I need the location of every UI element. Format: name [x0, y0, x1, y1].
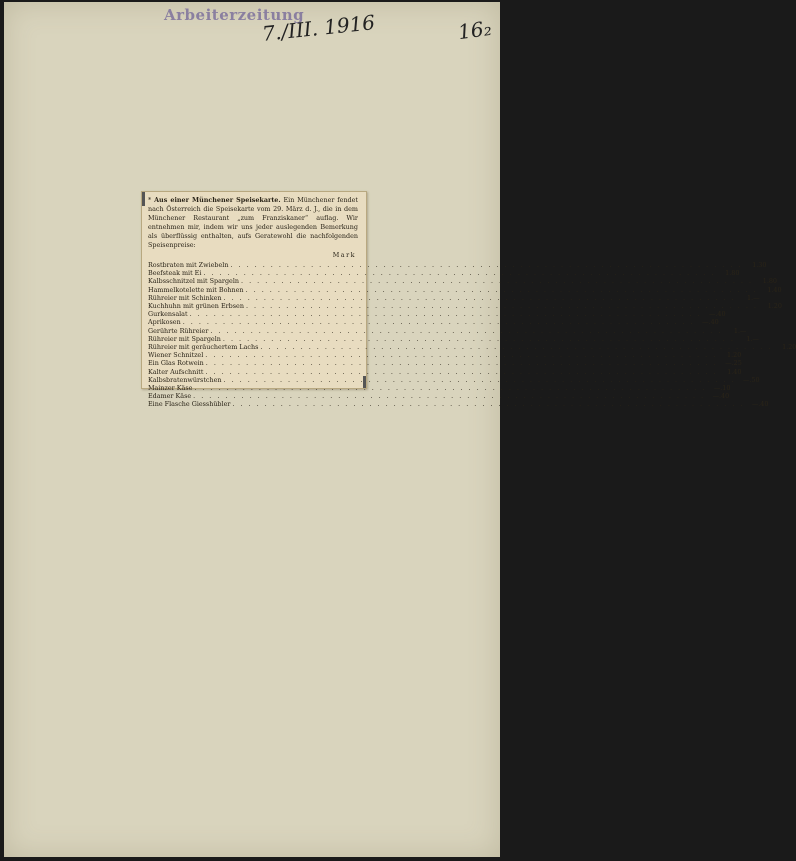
menu-item — [148, 285, 782, 294]
menu-item-name: Edamer Käse — [148, 392, 192, 401]
menu-item-name: Rühreier mit Schinken — [148, 293, 222, 302]
menu-item-price: —.10 — [713, 384, 731, 393]
menu-item-name: Aprikosen — [148, 318, 181, 327]
menu-item-price: —.50 — [742, 375, 760, 384]
menu-item-name: Ein Glas Rotwein — [148, 359, 204, 368]
menu-item — [148, 310, 726, 319]
newspaper-clipping — [141, 191, 796, 409]
menu-item-name: Hammelkotelette mit Bohnen — [148, 285, 244, 294]
menu-item-name: Kuchhuhn mit grünen Erbsen — [148, 302, 244, 311]
menu-item-price: 1.20 — [782, 343, 796, 352]
leader-dots — [205, 368, 717, 376]
menu-item — [148, 334, 759, 343]
menu-item-price: 1.— — [733, 326, 747, 335]
menu-item-name: Kalbsbratenwürstchen — [148, 375, 222, 384]
menu-item — [148, 269, 740, 278]
menu-item — [148, 293, 760, 302]
menu-item — [148, 326, 747, 335]
menu-item-price: 1.30 — [752, 261, 767, 269]
menu-item — [148, 351, 742, 360]
menu-item-name: Rühreier mit Spargeln — [148, 334, 221, 343]
menu-item-price: 1.20 — [727, 351, 742, 360]
clipping-intro-text: Ein Münchener fendet nach Österreich die Speisekarte vom 29. März d. J., die in dem Münchener Restaurant „zum Franziskaner“ auflag. Wir entnehmen mir, indem wir uns jeder auslegenden Bemerkung als überflüssig enthalten, aufs Geratewohl die nachfolgenden Speisenpreise: — [148, 196, 358, 249]
leader-dots — [230, 261, 742, 269]
menu-item — [148, 277, 777, 286]
leader-dots — [223, 335, 735, 343]
handwritten-date: 7./III. 1916 — [261, 10, 377, 46]
menu-item — [148, 318, 719, 327]
menu-item — [148, 392, 730, 401]
menu-item — [148, 302, 782, 311]
clipping-intro: * Aus einer Münchener Speisekarte. Ein Münchener fendet nach Österreich die Speisekarte vom 29. März d. J., die in dem Münchener Restaurant „zum Franziskaner“ auflag. Wir entnehmen mir, indem wir uns jeder auslegenden Bemerkung als überflüssig enthalten, aufs Geratewohl die nachfolgenden Speisenpreise: — [148, 196, 358, 249]
menu-item-price: —.40 — [751, 400, 769, 409]
clipping-body — [142, 192, 796, 409]
leader-dots — [232, 400, 744, 408]
menu-item-price: 1.— — [746, 334, 759, 343]
menu-item-price: 1.20 — [767, 302, 782, 311]
leader-dots — [224, 376, 736, 384]
menu-item — [148, 400, 769, 409]
leader-dots — [190, 310, 702, 318]
menu-item-price: —.40 — [709, 310, 726, 319]
leader-dots — [246, 286, 758, 294]
menu-item-name: Gurkensalat — [148, 310, 188, 319]
leader-dots — [210, 327, 722, 335]
menu-item-name: Gerührte Rühreier — [148, 326, 209, 335]
leader-dots — [205, 351, 717, 359]
folio-number: 16₂ — [456, 15, 493, 45]
menu-item-name: Rostbraten mit Zwiebeln — [148, 261, 229, 269]
menu-item-price: 1.— — [747, 293, 760, 302]
menu-item-price: 1.80 — [762, 277, 777, 286]
clipping-corner-mark — [363, 376, 366, 388]
price-column-header: Mark — [332, 251, 356, 259]
leader-dots — [183, 318, 695, 326]
menu-item — [148, 384, 731, 393]
leader-dots — [246, 302, 758, 310]
menu-item-price: —.25 — [725, 359, 742, 368]
clipping-corner-mark — [142, 192, 145, 206]
leader-dots — [193, 392, 705, 400]
menu-item — [148, 343, 796, 352]
menu-item-price: —.40 — [712, 392, 730, 401]
leader-dots — [260, 343, 772, 351]
leader-dots — [206, 359, 718, 367]
leader-dots — [203, 269, 715, 277]
menu-item — [148, 375, 760, 384]
menu-item-price: 1.40 — [727, 367, 742, 376]
menu-item-price: —.40 — [702, 318, 719, 327]
menu-item-name: Kalter Aufschnitt — [148, 367, 204, 376]
menu-item-name: Mainzer Käse — [148, 384, 193, 393]
menu-item-name: Rühreier mit geräuchertem Lachs — [148, 343, 259, 352]
menu-item — [148, 359, 742, 368]
archive-sheet — [4, 2, 796, 857]
leader-dots — [194, 384, 706, 392]
menu-item-price: 1.40 — [767, 285, 782, 294]
menu-item — [148, 367, 742, 376]
menu-list — [148, 261, 796, 409]
menu-item-name: Wiener Schnitzel — [148, 351, 204, 360]
menu-item-price: 1.80 — [725, 269, 740, 278]
leader-dots — [241, 277, 753, 285]
menu-item-name: Beefsteak mit Ei — [148, 269, 202, 278]
menu-item-name: Kalbsschnitzel mit Spargeln — [148, 277, 239, 286]
leader-dots — [224, 294, 736, 302]
menu-item — [148, 261, 767, 269]
clipping-headline: Aus einer Münchener Speisekarte. — [154, 196, 281, 204]
newspaper-stamp: Arbeiterzeitung — [164, 6, 305, 24]
menu-item-name: Eine Flasche Giesshübler — [148, 400, 231, 409]
